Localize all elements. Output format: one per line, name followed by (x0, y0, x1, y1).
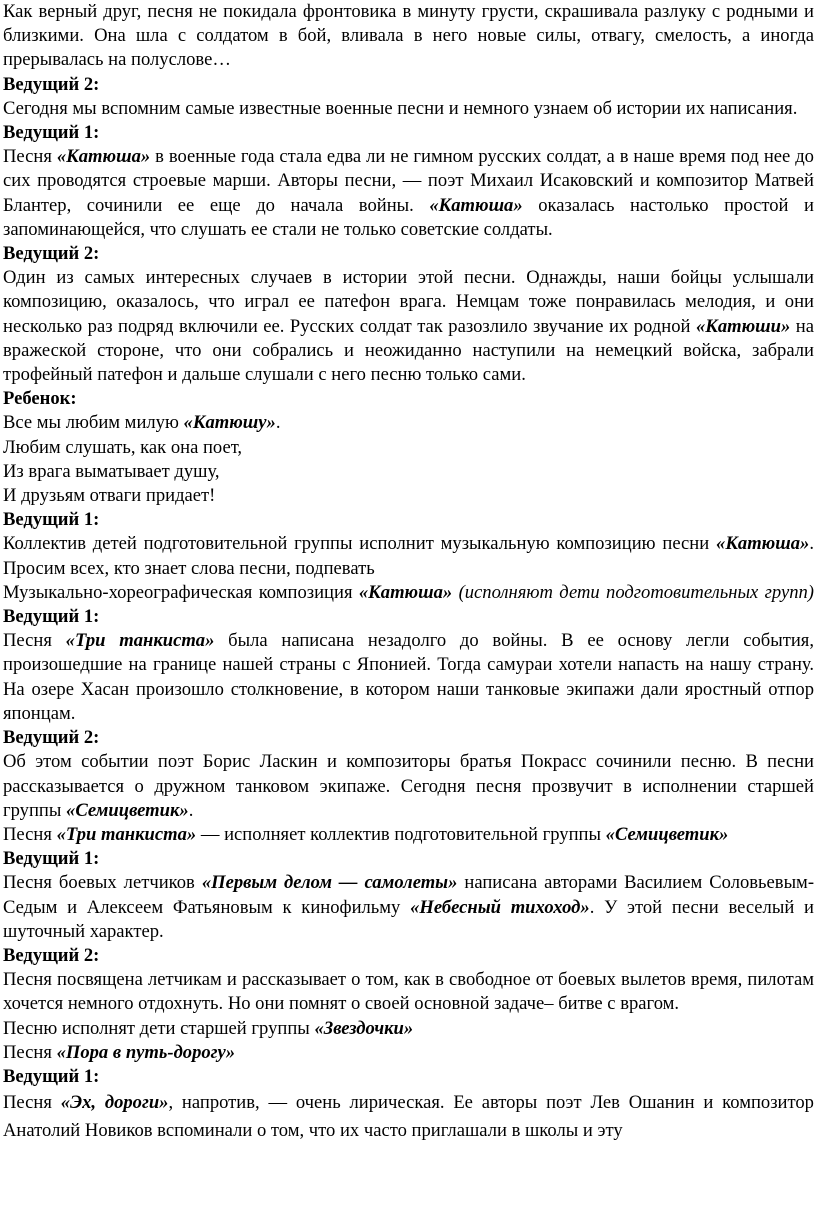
speaker-label: Ведущий 2: (3, 73, 100, 95)
paragraph (3, 411, 814, 435)
text-run: Как верный друг, песня не покидала фронтовика в минуту грусти, скрашивала разлуку с родными и близкими. Она шла с солдатом в бой, вливала в него новые силы, отвагу, смелость, а иногда прерывалась на полуслове… (3, 1, 814, 71)
text-run: Песня (3, 823, 57, 845)
text-run: . (275, 412, 281, 434)
text-run: Песня боевых летчиков (3, 872, 202, 894)
song-title: «Катюша» (56, 146, 151, 168)
text-run: Песню исполнят дети старшей группы (3, 1017, 315, 1039)
text-run: Песня (3, 146, 57, 168)
italic-note: (исполняют дети подготовительных групп) (452, 581, 814, 603)
text-run: Все мы любим милую (3, 412, 184, 434)
song-title: «Три танкиста» (65, 630, 215, 652)
song-title: «Катюши» (695, 315, 791, 337)
paragraph (3, 581, 814, 605)
paragraph (3, 484, 814, 508)
text-run: — исполняет коллектив подготовительной группы (196, 823, 606, 845)
text-run: Об этом событии поэт Борис Ласкин и композиторы братья Покрасс сочинили песню. В песни рассказывается о дружном танковом экипаже. Сегодня песня прозвучит в исполнении старшей группы (3, 751, 814, 821)
text-run: Песня (3, 1041, 57, 1063)
paragraph (3, 97, 814, 121)
paragraph (3, 145, 814, 242)
paragraph (3, 1041, 814, 1065)
paragraph (3, 532, 814, 580)
paragraph (3, 871, 814, 944)
paragraph (3, 1017, 814, 1041)
paragraph (3, 266, 814, 387)
speaker-label: Ведущий 1: (3, 606, 100, 628)
text-run: была написана незадолго до войны. В ее основу легли события, произошедшие на границе нашей страны с Японией. Тогда самураи хотели напасть на нашу страну. На озере Хасан произошло столкновение, в котором наши танковые экипажи дали яростный отпор японцам. (3, 630, 814, 724)
speaker-label: Ведущий 1: (3, 122, 100, 144)
text-run: Сегодня мы вспомним самые известные военные песни и немного узнаем об истории их написания. (3, 97, 798, 119)
text-run: Песня (3, 630, 66, 652)
speaker-label: Ведущий 2: (3, 727, 100, 749)
song-title: «Катюша» (358, 581, 453, 603)
song-title: «Семицветик» (605, 823, 729, 845)
paragraph (3, 0, 814, 73)
song-title: «Небесный тихоход» (410, 896, 590, 918)
song-title: «Катюша» (429, 194, 523, 216)
song-title: «Три танкиста» (56, 823, 197, 845)
speaker-label: Ведущий 1: (3, 848, 100, 870)
text-run: в военные года стала едва ли не гимном русских солдат, а в наше время под нее до сих проводятся строевые марши. Авторы песни, — поэт Михаил Исаковский и композитор Матвей Блантер, сочинили ее еще до начала войны. (3, 146, 814, 216)
text-run: Один из самых интересных случаев в истории этой песни. Однажды, наши бойцы услышали композицию, оказалось, что играл ее патефон врага. Немцам тоже понравилась мелодия, и они несколько раз подряд включили ее. Русских солдат так разозлило звучание их родной (3, 267, 814, 337)
text-run: Из врага выматывает душу, (3, 460, 220, 482)
document-page (3, 0, 814, 1145)
speaker-label: Ведущий 2: (3, 944, 100, 966)
song-title: «Звездочки» (314, 1017, 414, 1039)
text-run: . (188, 799, 194, 821)
paragraph (3, 460, 814, 484)
text-run: , напротив, — очень лирическая. Ее авторы поэт Лев Ошанин и композитор Анатолий Новиков вспоминали о том, что их часто приглашали в школы и эту (3, 1092, 814, 1142)
paragraph (3, 436, 814, 460)
paragraph (3, 629, 814, 726)
song-title: «Эх, дороги» (60, 1092, 169, 1114)
song-title: «Пора в путь-дорогу» (56, 1041, 236, 1063)
text-run: . Просим всех, кто знает слова песни, подпевать (3, 533, 814, 579)
speaker-label: Ребенок: (3, 388, 77, 410)
text-run: оказалась настолько простой и запоминающейся, что слушать ее стали не только советские солдаты. (3, 194, 814, 240)
paragraph (3, 1089, 814, 1145)
text-run: Песня посвящена летчикам и рассказывает о том, как в свободное от боевых вылетов время, пилотам хочется немного отдохнуть. Но они помнят о своей основной задаче– битве с врагом. (3, 969, 814, 1015)
song-title: «Катюша» (716, 533, 810, 555)
song-title: «Первым делом — самолеты» (201, 872, 458, 894)
text-run: написана авторами Василием Соловьевым-Седым и Алексеем Фатьяновым к кинофильму (3, 872, 815, 918)
text-run: И друзьям отваги придает! (3, 485, 216, 507)
song-title: «Катюшу» (183, 412, 276, 434)
paragraph (3, 968, 814, 1016)
text-run: на вражеской стороне, что они собрались и неожиданно наступили на немецкий войска, забрали трофейный патефон и дальше слушали с него песню только сами. (3, 315, 814, 386)
paragraph (3, 823, 814, 847)
text-run: . У этой песни веселый и шуточный характер. (3, 896, 814, 942)
song-title: «Семицветик» (66, 799, 189, 821)
text-run: Песня (3, 1092, 61, 1114)
text-run: Музыкально-хореографическая композиция (3, 581, 359, 603)
text-run: Коллектив детей подготовительной группы исполнит музыкальную композицию песни (3, 533, 717, 555)
speaker-label: Ведущий 1: (3, 509, 100, 531)
paragraph (3, 750, 814, 823)
speaker-label: Ведущий 1: (3, 1065, 100, 1087)
text-run: Любим слушать, как она поет, (3, 436, 243, 458)
speaker-label: Ведущий 2: (3, 243, 100, 265)
